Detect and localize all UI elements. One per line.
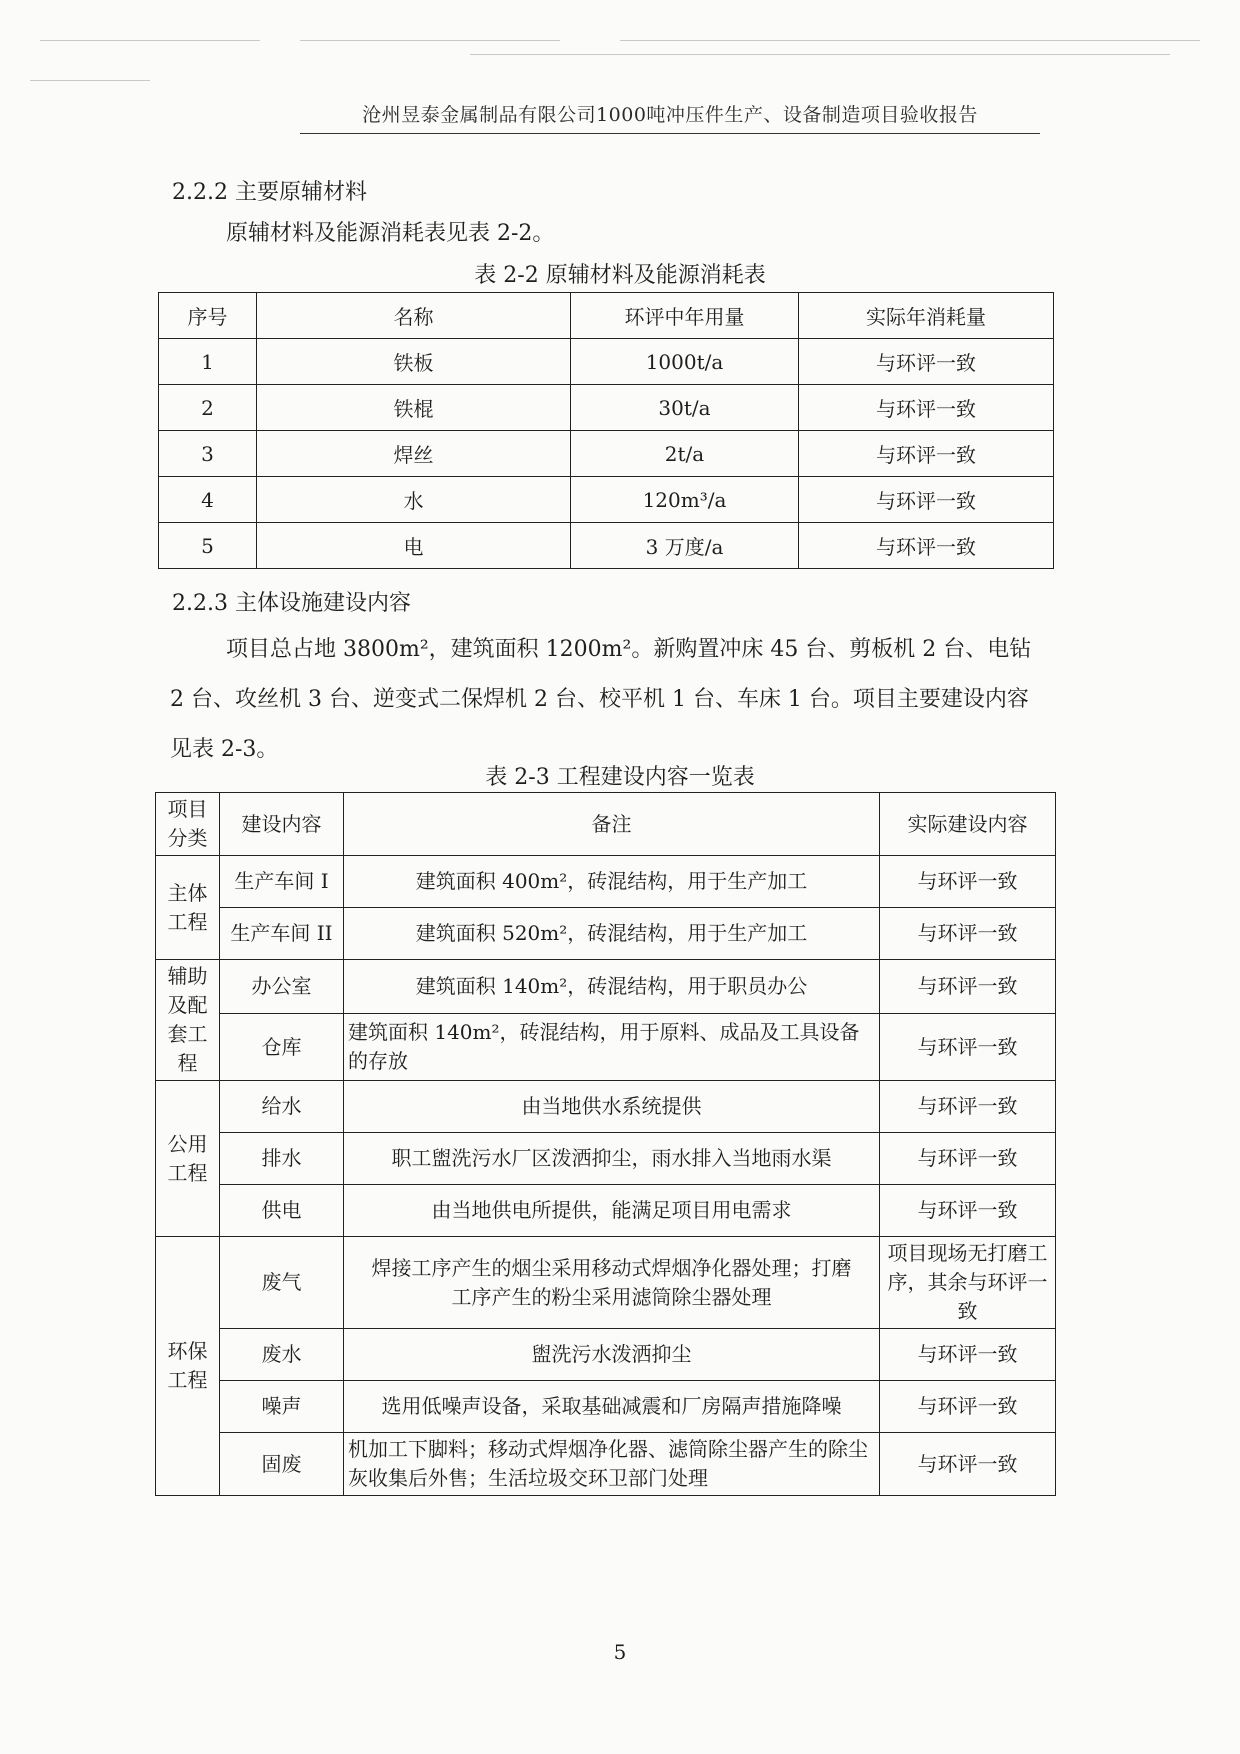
note-cell: 选用低噪声设备，采取基础减震和厂房隔声措施降噪 (344, 1381, 880, 1433)
item-name-cell: 仓库 (220, 1014, 344, 1081)
table-22-caption: 表 2-2 原辅材料及能源消耗表 (474, 263, 766, 288)
table-cell: 30t/a (571, 385, 799, 431)
paragraph-text: 项目总占地 3800m²，建筑面积 1200m²。新购置冲床 45 台、剪板机 2 台、电钻 2 台、攻丝机 3 台、逆变式二保焊机 2 台、校平机 1 台、车床 1 台。项目主要建设内容见表 2-3。 (170, 637, 1032, 762)
table-cell: 5 (159, 523, 257, 569)
note-cell: 建筑面积 140m²，砖混结构，用于原料、成品及工具设备的存放 (344, 1014, 880, 1081)
actual-cell: 与环评一致 (880, 1329, 1056, 1381)
column-header: 名称 (257, 293, 571, 339)
table-row (156, 1081, 1056, 1133)
table-row (156, 960, 1056, 1014)
table-header-row (156, 793, 1056, 856)
table-row (159, 477, 1054, 523)
table-row (156, 1014, 1056, 1081)
note-cell: 建筑面积 520m²，砖混结构，用于生产加工 (344, 908, 880, 960)
table-cell: 2 (159, 385, 257, 431)
table-cell: 与环评一致 (799, 523, 1054, 569)
actual-cell: 与环评一致 (880, 856, 1056, 908)
column-header: 实际年消耗量 (799, 293, 1054, 339)
table-cell: 4 (159, 477, 257, 523)
actual-cell: 与环评一致 (880, 1381, 1056, 1433)
note-cell: 盥洗污水泼洒抑尘 (344, 1329, 880, 1381)
scan-artifact (40, 40, 260, 41)
category-cell: 主体工程 (156, 856, 220, 960)
category-cell: 公用工程 (156, 1081, 220, 1237)
actual-cell: 与环评一致 (880, 1014, 1056, 1081)
table-row (156, 856, 1056, 908)
scan-artifact (470, 54, 1170, 55)
table-row (159, 339, 1054, 385)
table-23-caption: 表 2-3 工程建设内容一览表 (485, 765, 755, 790)
note-cell: 由当地供电所提供，能满足项目用电需求 (344, 1185, 880, 1237)
table-cell: 电 (257, 523, 571, 569)
column-header: 项目分类 (156, 793, 220, 856)
item-name-cell: 生产车间 I (220, 856, 344, 908)
category-cell: 环保工程 (156, 1237, 220, 1496)
table-row (156, 908, 1056, 960)
table-header-row (159, 293, 1054, 339)
section-222-intro (170, 209, 1050, 259)
category-cell: 辅助及配套工程 (156, 960, 220, 1081)
actual-cell: 项目现场无打磨工序，其余与环评一致 (880, 1237, 1056, 1329)
table-cell: 1 (159, 339, 257, 385)
table-cell: 1000t/a (571, 339, 799, 385)
table-row (156, 1381, 1056, 1433)
note-cell: 职工盥洗污水厂区泼洒抑尘，雨水排入当地雨水渠 (344, 1133, 880, 1185)
item-name-cell: 噪声 (220, 1381, 344, 1433)
actual-cell: 与环评一致 (880, 908, 1056, 960)
scan-artifact (30, 80, 150, 81)
item-name-cell: 废气 (220, 1237, 344, 1329)
intro-text: 原辅材料及能源消耗表见表 2-2。 (226, 221, 555, 246)
table-cell: 与环评一致 (799, 339, 1054, 385)
table-cell: 120m³/a (571, 477, 799, 523)
section-heading-223: 2.2.3 主体设施建设内容 (172, 591, 411, 616)
table-cell: 与环评一致 (799, 477, 1054, 523)
item-name-cell: 排水 (220, 1133, 344, 1185)
note-cell: 建筑面积 400m²，砖混结构，用于生产加工 (344, 856, 880, 908)
materials-table (158, 292, 1054, 569)
table-row (156, 1133, 1056, 1185)
item-name-cell: 供电 (220, 1185, 344, 1237)
page-number: 5 (613, 1640, 627, 1664)
actual-cell: 与环评一致 (880, 960, 1056, 1014)
table-cell: 3 (159, 431, 257, 477)
actual-cell: 与环评一致 (880, 1185, 1056, 1237)
note-cell: 机加工下脚料；移动式焊烟净化器、滤筒除尘器产生的除尘灰收集后外售；生活垃圾交环卫部门处理 (344, 1433, 880, 1496)
note-cell: 焊接工序产生的烟尘采用移动式焊烟净化器处理；打磨工序产生的粉尘采用滤筒除尘器处理 (344, 1237, 880, 1329)
section-223-paragraph (170, 625, 1050, 775)
table-cell: 铁棍 (257, 385, 571, 431)
table-cell: 铁板 (257, 339, 571, 385)
item-name-cell: 固废 (220, 1433, 344, 1496)
item-name-cell: 生产车间 II (220, 908, 344, 960)
column-header: 建设内容 (220, 793, 344, 856)
actual-cell: 与环评一致 (880, 1433, 1056, 1496)
table-cell: 3 万度/a (571, 523, 799, 569)
actual-cell: 与环评一致 (880, 1133, 1056, 1185)
scan-artifact (300, 40, 560, 41)
table-cell: 2t/a (571, 431, 799, 477)
table-cell: 焊丝 (257, 431, 571, 477)
column-header: 环评中年用量 (571, 293, 799, 339)
table-row (156, 1329, 1056, 1381)
actual-cell: 与环评一致 (880, 1081, 1056, 1133)
construction-table (155, 792, 1056, 1496)
table-cell: 与环评一致 (799, 431, 1054, 477)
table-cell: 与环评一致 (799, 385, 1054, 431)
table-row (156, 1237, 1056, 1329)
table-row (156, 1433, 1056, 1496)
table-row (159, 431, 1054, 477)
item-name-cell: 办公室 (220, 960, 344, 1014)
column-header: 序号 (159, 293, 257, 339)
scan-artifact (620, 40, 1200, 41)
note-cell: 建筑面积 140m²，砖混结构，用于职员办公 (344, 960, 880, 1014)
column-header: 备注 (344, 793, 880, 856)
page-header: 沧州昱泰金属制品有限公司1000吨冲压件生产、设备制造项目验收报告 (300, 100, 1040, 134)
item-name-cell: 给水 (220, 1081, 344, 1133)
table-row (159, 385, 1054, 431)
table-cell: 水 (257, 477, 571, 523)
column-header: 实际建设内容 (880, 793, 1056, 856)
section-heading-222: 2.2.2 主要原辅材料 (172, 180, 367, 205)
table-row (156, 1185, 1056, 1237)
item-name-cell: 废水 (220, 1329, 344, 1381)
table-row (159, 523, 1054, 569)
note-cell: 由当地供水系统提供 (344, 1081, 880, 1133)
